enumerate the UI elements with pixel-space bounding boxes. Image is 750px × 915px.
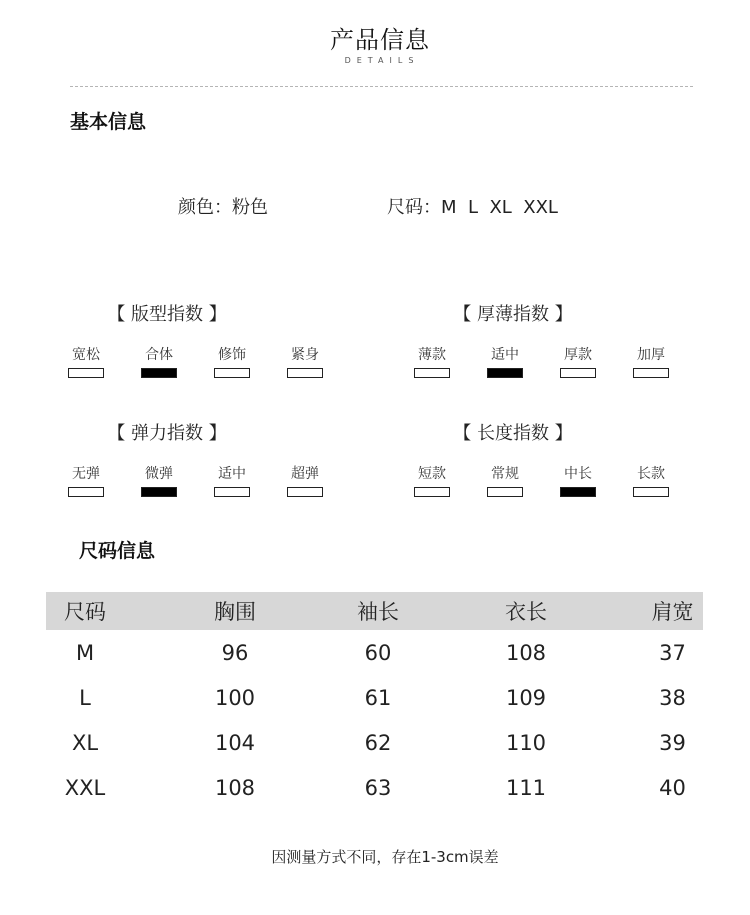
table-cell: 110 bbox=[505, 730, 547, 755]
index-indicator bbox=[287, 487, 323, 497]
table-cell: 108 bbox=[505, 640, 547, 665]
color-info: 颜色：粉色 bbox=[178, 197, 268, 218]
table-cell: 38 bbox=[659, 685, 686, 710]
table-cell: 62 bbox=[364, 730, 392, 755]
index-option-label: 厚款 bbox=[564, 347, 592, 363]
table-cell: 40 bbox=[659, 775, 686, 800]
table-cell: 63 bbox=[364, 775, 392, 800]
index-indicator-selected bbox=[560, 487, 596, 497]
index-title: 【 厚薄指数 】 bbox=[453, 304, 573, 325]
table-header-cell: 袖长 bbox=[357, 600, 399, 624]
index-indicator bbox=[633, 368, 669, 378]
page-title: 产品信息 bbox=[330, 26, 430, 54]
table-cell: 61 bbox=[364, 685, 392, 710]
table-header-cell: 尺码 bbox=[64, 600, 106, 624]
index-indicator bbox=[414, 368, 450, 378]
table-cell: 96 bbox=[221, 640, 249, 665]
table-row bbox=[46, 675, 703, 720]
index-option-label: 加厚 bbox=[637, 347, 665, 363]
index-indicator bbox=[68, 487, 104, 497]
index-indicator-selected bbox=[487, 368, 523, 378]
index-option-label: 适中 bbox=[218, 466, 246, 482]
index-indicator bbox=[287, 368, 323, 378]
index-option-label: 无弹 bbox=[72, 466, 100, 482]
table-header-row bbox=[46, 592, 703, 630]
index-indicator bbox=[214, 368, 250, 378]
index-option-label: 中长 bbox=[564, 466, 592, 482]
table-cell: XXL bbox=[64, 775, 106, 800]
table-cell: 108 bbox=[214, 775, 256, 800]
size-info-heading: 尺码信息 bbox=[79, 540, 156, 562]
index-option-label: 短款 bbox=[418, 466, 446, 482]
measurement-note: 因测量方式不同，存在1-3cm误差 bbox=[271, 848, 499, 866]
index-indicator-selected bbox=[141, 368, 177, 378]
index-title: 【 弹力指数 】 bbox=[107, 423, 227, 444]
table-cell: 109 bbox=[505, 685, 547, 710]
table-header-cell: 肩宽 bbox=[651, 600, 694, 624]
table-body bbox=[46, 630, 703, 810]
table-cell: L bbox=[79, 685, 91, 710]
table-row bbox=[46, 720, 703, 765]
page-subtitle: DETAILS bbox=[344, 56, 420, 65]
index-indicator bbox=[68, 368, 104, 378]
index-title: 【 版型指数 】 bbox=[107, 304, 227, 325]
index-option-label: 宽松 bbox=[72, 347, 100, 363]
index-indicator bbox=[633, 487, 669, 497]
table-cell: 104 bbox=[214, 730, 256, 755]
table-cell: 111 bbox=[505, 775, 547, 800]
table-cell: 39 bbox=[659, 730, 686, 755]
table-row bbox=[46, 765, 703, 810]
index-indicator bbox=[214, 487, 250, 497]
index-option-label: 薄款 bbox=[418, 347, 446, 363]
index-option-label: 常规 bbox=[491, 466, 519, 482]
dashed-divider bbox=[70, 86, 693, 87]
index-title: 【 长度指数 】 bbox=[453, 423, 573, 444]
table-cell: 60 bbox=[364, 640, 392, 665]
index-option-label: 合体 bbox=[145, 347, 173, 363]
table-row bbox=[46, 630, 703, 675]
index-option-label: 微弹 bbox=[145, 466, 173, 482]
index-option-label: 适中 bbox=[491, 347, 519, 363]
index-indicator bbox=[414, 487, 450, 497]
index-indicator bbox=[487, 487, 523, 497]
index-option-label: 紧身 bbox=[291, 347, 319, 363]
index-option-label: 修饰 bbox=[218, 347, 246, 363]
index-option-label: 长款 bbox=[637, 466, 665, 482]
size-info: 尺码：M L XL XXL bbox=[387, 197, 558, 218]
index-indicator bbox=[560, 368, 596, 378]
basic-info-heading: 基本信息 bbox=[70, 111, 147, 133]
table-cell: M bbox=[75, 640, 95, 665]
index-option-label: 超弹 bbox=[291, 466, 319, 482]
table-cell: XL bbox=[71, 730, 99, 755]
index-indicator-selected bbox=[141, 487, 177, 497]
size-table bbox=[46, 592, 703, 810]
table-cell: 100 bbox=[214, 685, 256, 710]
table-cell: 37 bbox=[659, 640, 686, 665]
table-header-cell: 衣长 bbox=[505, 600, 547, 624]
table-header-cell: 胸围 bbox=[214, 600, 256, 624]
